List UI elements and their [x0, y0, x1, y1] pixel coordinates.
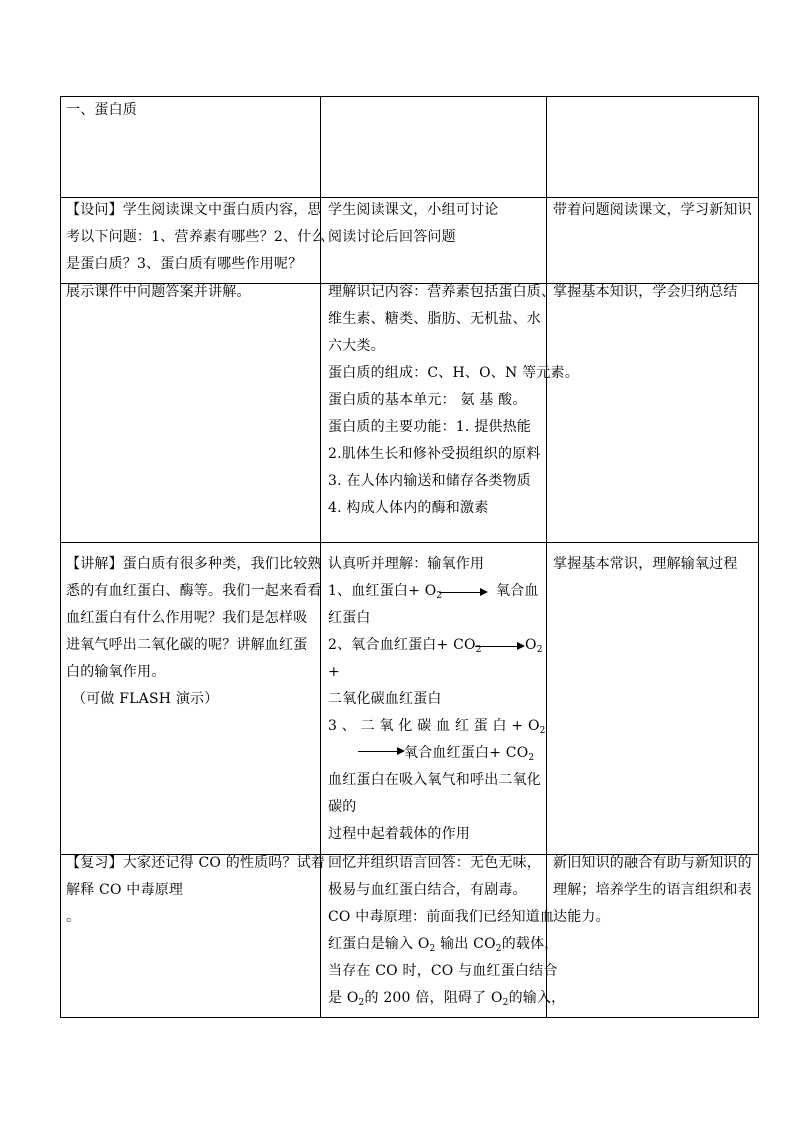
student-activity-line: 碳的 — [328, 799, 357, 815]
equation-2-continuation: 二氧化碳血红蛋白 — [328, 691, 442, 707]
equation-2-product: $O_2$ — [525, 637, 543, 655]
reaction-arrow-icon — [439, 592, 486, 593]
equation-2-plus: + — [328, 664, 340, 680]
subscript: 2 — [528, 753, 535, 763]
student-activity-line: 3. 在人体内输送和储存各类物质 — [328, 473, 532, 489]
teacher-activity-line: 【讲解】蛋白质有很多种类，我们比较熟 — [66, 556, 322, 572]
teacher-activity-line: 展示课件中问题答案并讲解。 — [66, 284, 251, 300]
reaction-arrow-icon — [475, 646, 523, 647]
equation-3-product: 氧合血红蛋白+ $CO_2$ — [404, 745, 535, 763]
subscript: 2 — [502, 998, 509, 1008]
teacher-activity-line: 【设问】学生阅读课文中蛋白质内容，思 — [66, 202, 322, 218]
subscript: 2 — [475, 645, 482, 655]
subscript: 2 — [539, 726, 546, 736]
student-activity-line: 回忆并组织语言回答：无色无味， — [328, 855, 541, 871]
section-heading: 一、蛋白质 — [66, 102, 137, 118]
student-activity-line: CO 中毒原理：前面我们已经知道血 — [328, 909, 555, 925]
design-intent-line: 掌握基本知识，学会归纳总结 — [553, 284, 738, 300]
student-activity-line: 蛋白质的组成：C、H、O、N 等元素。 — [328, 365, 579, 381]
equation-2-left: 2、氧合血红蛋白+ CO — [328, 637, 476, 653]
subscript: 2 — [536, 645, 543, 655]
teacher-activity-line: 【复习】大家还记得 CO 的性质吗？试着 — [66, 855, 326, 871]
subscript: 2 — [495, 944, 502, 954]
equation-1-product: 氧合血 — [496, 583, 539, 599]
student-activity-line: 六大类。 — [328, 338, 385, 354]
design-intent-line: 带着问题阅读课文，学习新知识 — [553, 202, 752, 218]
design-intent-line: 理解；培养学生的语言组织和表 — [553, 882, 752, 898]
teacher-activity-line: 是蛋白质？3、蛋白质有哪些作用呢？ — [66, 256, 303, 272]
teacher-activity-line: 血红蛋白有什么作用呢？我们是怎样吸 — [66, 610, 308, 626]
equation-2 — [328, 632, 482, 664]
student-activity-line: 过程中起着载体的作用 — [328, 826, 470, 842]
student-activity-line: 血红蛋白在吸入氧气和呼出二氧化 — [328, 772, 541, 788]
lesson-plan-table — [60, 96, 759, 1018]
row-divider — [61, 542, 758, 543]
student-activity-line: 2.肌体生长和修补受损组织的原料 — [328, 446, 541, 462]
teacher-activity-line: 白的输氧作用。 — [66, 664, 166, 680]
subscript: 2 — [358, 998, 365, 1008]
teacher-activity-line: （可做 FLASH 演示） — [72, 691, 219, 707]
equation-1-continuation: 红蛋白 — [328, 610, 371, 626]
student-activity-line: 认真听并理解：输氧作用 — [328, 556, 485, 572]
student-activity-line: 阅读讨论后回答问题 — [328, 229, 456, 245]
student-activity-line: 当存在 CO 时，CO 与血红蛋白结合 — [328, 963, 558, 979]
student-activity-line: 红蛋白是输入 $O_2$ 输出 $CO_2$的载体， — [328, 936, 559, 954]
student-activity-line: 是 $O_2$的 200 倍，阻碍了 $O_2$的输入， — [328, 990, 566, 1008]
teacher-activity-line: 悉的有血红蛋白、酶等。我们一起来看看 — [66, 583, 322, 599]
teacher-activity-line: 进氧气呼出二氧化碳的呢？讲解血红蛋 — [66, 637, 308, 653]
design-intent-line: 新旧知识的融合有助与新知识的 — [553, 855, 752, 871]
design-intent-line: 达能力。 — [553, 909, 610, 925]
column-divider — [546, 97, 547, 1017]
subscript: 2 — [436, 591, 443, 601]
subscript: 2 — [429, 944, 436, 954]
equation-3-left: 3 、 二 氧 化 碳 血 红 蛋 白 + O — [328, 718, 540, 734]
design-intent-line: 掌握基本常识，理解输氧过程 — [553, 556, 738, 572]
reaction-arrow-icon — [358, 751, 403, 752]
student-activity-line: 4. 构成人体内的酶和激素 — [328, 500, 489, 516]
student-activity-line: 蛋白质的基本单元： 氨 基 酸。 — [328, 392, 527, 408]
student-activity-line: 理解识记内容：营养素包括蛋白质、 — [328, 284, 556, 300]
student-activity-line: 学生阅读课文，小组可讨论 — [328, 202, 499, 218]
student-activity-line: 维生素、糖类、脂肪、无机盐、水 — [328, 311, 541, 327]
teacher-activity-line: 。 — [66, 909, 81, 925]
equation-1-left: 1、血红蛋白+ O — [328, 583, 437, 599]
student-activity-line: 极易与血红蛋白结合，有剧毒。 — [328, 882, 527, 898]
teacher-activity-line: 解释 CO 中毒原理 — [66, 882, 184, 898]
teacher-activity-line: 考以下问题：1、营养素有哪些？2、什么 — [66, 229, 326, 245]
student-activity-line: 蛋白质的主要功能：1. 提供热能 — [328, 419, 532, 435]
